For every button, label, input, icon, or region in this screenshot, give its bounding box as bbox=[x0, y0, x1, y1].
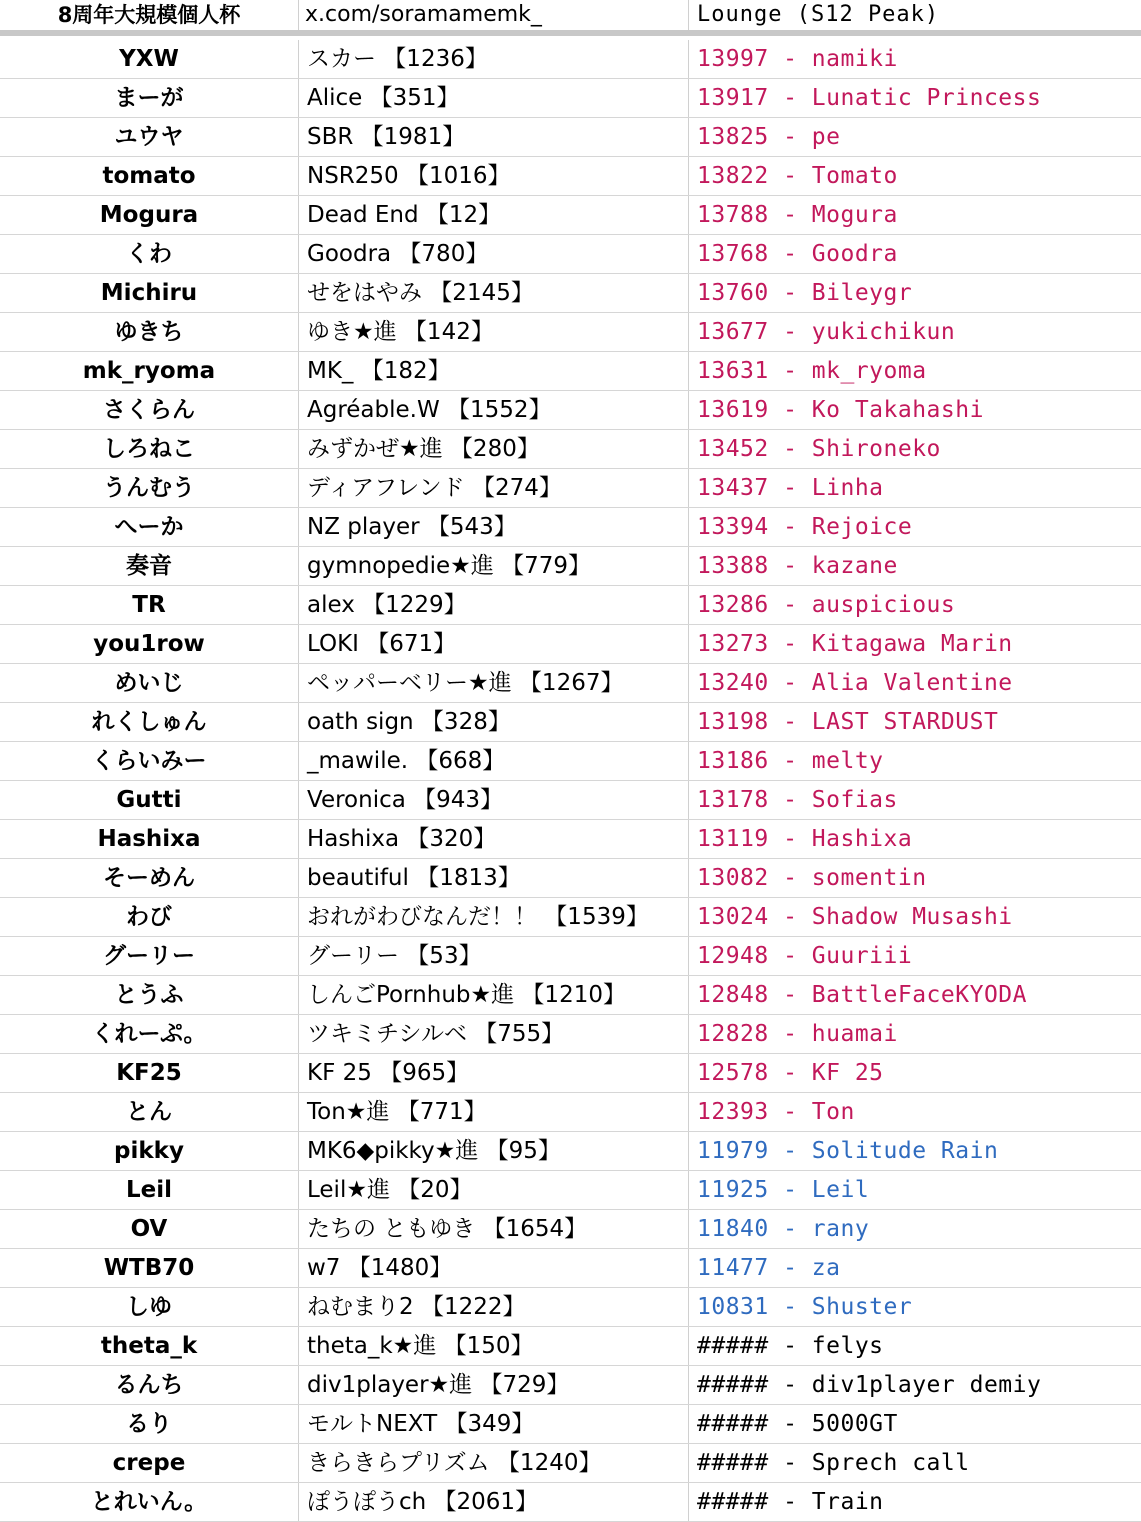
player-tag-cell: スカー 【1236】 bbox=[299, 40, 689, 78]
player-name-cell: しゆ bbox=[0, 1288, 299, 1326]
table-row bbox=[0, 157, 1141, 196]
player-name-cell: わび bbox=[0, 898, 299, 936]
player-tag-cell: NZ player 【543】 bbox=[299, 508, 689, 546]
table-row bbox=[0, 313, 1141, 352]
player-name-cell: YXW bbox=[0, 40, 299, 78]
player-name-cell: you1row bbox=[0, 625, 299, 663]
player-tag-cell: MK6◆pikky★進 【95】 bbox=[299, 1132, 689, 1170]
player-name-cell: Hashixa bbox=[0, 820, 299, 858]
player-tag-cell: せをはやみ 【2145】 bbox=[299, 274, 689, 312]
lounge-rating-cell: 13186 - melty bbox=[697, 748, 884, 774]
player-tag-cell: おれがわびなんだ！！ 【1539】 bbox=[299, 898, 689, 936]
player-name-cell: WTB70 bbox=[0, 1249, 299, 1287]
lounge-rating-cell: ##### - Sprech call bbox=[697, 1450, 970, 1476]
table-row bbox=[0, 586, 1141, 625]
lounge-rating-cell: 12393 - Ton bbox=[697, 1099, 855, 1125]
player-name-cell: しろねこ bbox=[0, 430, 299, 468]
lounge-rating-cell: 13917 - Lunatic Princess bbox=[697, 85, 1042, 111]
player-name-cell: へーか bbox=[0, 508, 299, 546]
table-row bbox=[0, 430, 1141, 469]
table-row bbox=[0, 391, 1141, 430]
table-row bbox=[0, 1405, 1141, 1444]
table-row bbox=[0, 1093, 1141, 1132]
player-name-cell: さくらん bbox=[0, 391, 299, 429]
table-row bbox=[0, 1444, 1141, 1483]
lounge-rating-cell: ##### - Train bbox=[697, 1489, 884, 1515]
lounge-rating-cell: 13240 - Alia Valentine bbox=[697, 670, 1013, 696]
player-tag-cell: モルトNEXT 【349】 bbox=[299, 1405, 689, 1443]
player-tag-cell: LOKI 【671】 bbox=[299, 625, 689, 663]
lounge-rating-cell: 11979 - Solitude Rain bbox=[697, 1138, 999, 1164]
lounge-rating-cell: 13788 - Mogura bbox=[697, 202, 898, 228]
table-row bbox=[0, 1327, 1141, 1366]
table-body bbox=[0, 40, 1141, 1522]
player-name-cell: グーリー bbox=[0, 937, 299, 975]
lounge-rating-cell: 13394 - Rejoice bbox=[697, 514, 913, 540]
player-name-cell: とうふ bbox=[0, 976, 299, 1014]
player-name-cell: TR bbox=[0, 586, 299, 624]
table-row bbox=[0, 742, 1141, 781]
player-name-cell: OV bbox=[0, 1210, 299, 1248]
table-row bbox=[0, 547, 1141, 586]
player-tag-cell: Ton★進 【771】 bbox=[299, 1093, 689, 1131]
player-name-cell: pikky bbox=[0, 1132, 299, 1170]
player-tag-cell: みずかぜ★進 【280】 bbox=[299, 430, 689, 468]
player-tag-cell: NSR250 【1016】 bbox=[299, 157, 689, 195]
player-name-cell: crepe bbox=[0, 1444, 299, 1482]
table-row bbox=[0, 898, 1141, 937]
lounge-rating-cell: 13273 - Kitagawa Marin bbox=[697, 631, 1013, 657]
lounge-rating-cell: 13024 - Shadow Musashi bbox=[697, 904, 1013, 930]
lounge-rating-cell: 11925 - Leil bbox=[697, 1177, 870, 1203]
lounge-rating-cell: 13119 - Hashixa bbox=[697, 826, 913, 852]
table-row bbox=[0, 469, 1141, 508]
player-name-cell: ゆきち bbox=[0, 313, 299, 351]
player-name-cell: 奏音 bbox=[0, 547, 299, 585]
player-tag-cell: theta_k★進 【150】 bbox=[299, 1327, 689, 1365]
player-tag-cell: Veronica 【943】 bbox=[299, 781, 689, 819]
player-tag-cell: oath sign 【328】 bbox=[299, 703, 689, 741]
player-name-cell: Leil bbox=[0, 1171, 299, 1209]
player-tag-cell: ぽうぽうch 【2061】 bbox=[299, 1483, 689, 1521]
table-row bbox=[0, 274, 1141, 313]
lounge-rating-cell: 13619 - Ko Takahashi bbox=[697, 397, 984, 423]
lounge-rating-cell: 13822 - Tomato bbox=[697, 163, 898, 189]
table-row bbox=[0, 781, 1141, 820]
table-row bbox=[0, 1483, 1141, 1522]
lounge-rating-cell: 13768 - Goodra bbox=[697, 241, 898, 267]
table-row bbox=[0, 79, 1141, 118]
player-name-cell: theta_k bbox=[0, 1327, 299, 1365]
player-name-cell: Michiru bbox=[0, 274, 299, 312]
table-row bbox=[0, 1171, 1141, 1210]
lounge-rating-cell: 13286 - auspicious bbox=[697, 592, 956, 618]
lounge-rating-cell: ##### - felys bbox=[697, 1333, 884, 1359]
table-row bbox=[0, 1132, 1141, 1171]
player-name-cell: るり bbox=[0, 1405, 299, 1443]
table-row bbox=[0, 625, 1141, 664]
player-name-cell: KF25 bbox=[0, 1054, 299, 1092]
player-tag-cell: Alice 【351】 bbox=[299, 79, 689, 117]
lounge-rating-cell: 13178 - Sofias bbox=[697, 787, 898, 813]
player-name-cell: Mogura bbox=[0, 196, 299, 234]
table-row bbox=[0, 508, 1141, 547]
player-tag-cell: ツキミチシルベ 【755】 bbox=[299, 1015, 689, 1053]
lounge-rating-cell: 12948 - Guuriii bbox=[697, 943, 913, 969]
lounge-rating-cell: 13388 - kazane bbox=[697, 553, 898, 579]
player-tag-cell: たちの ともゆき 【1654】 bbox=[299, 1210, 689, 1248]
table-row bbox=[0, 40, 1141, 79]
lounge-rating-cell: 13082 - somentin bbox=[697, 865, 927, 891]
table-row bbox=[0, 937, 1141, 976]
table-row bbox=[0, 1249, 1141, 1288]
player-tag-cell: きらきらプリズム 【1240】 bbox=[299, 1444, 689, 1482]
player-name-cell: mk_ryoma bbox=[0, 352, 299, 390]
player-tag-cell: ディアフレンド 【274】 bbox=[299, 469, 689, 507]
table-row bbox=[0, 1288, 1141, 1327]
player-tag-cell: _mawile. 【668】 bbox=[299, 742, 689, 780]
header-row bbox=[0, 0, 1141, 36]
player-tag-cell: ねむまり2 【1222】 bbox=[299, 1288, 689, 1326]
player-tag-cell: ペッパーベリー★進 【1267】 bbox=[299, 664, 689, 702]
player-name-cell: そーめん bbox=[0, 859, 299, 897]
player-tag-cell: Agréable.W 【1552】 bbox=[299, 391, 689, 429]
table-row bbox=[0, 1054, 1141, 1093]
lounge-rating-cell: 12828 - huamai bbox=[697, 1021, 898, 1047]
player-name-cell: めいじ bbox=[0, 664, 299, 702]
player-tag-cell: Dead End 【12】 bbox=[299, 196, 689, 234]
player-name-cell: れくしゅん bbox=[0, 703, 299, 741]
player-name-cell: ユウヤ bbox=[0, 118, 299, 156]
table-row bbox=[0, 235, 1141, 274]
lounge-rating-cell: 12578 - KF 25 bbox=[697, 1060, 884, 1086]
player-tag-cell: gymnopedie★進 【779】 bbox=[299, 547, 689, 585]
lounge-rating-cell: 13452 - Shironeko bbox=[697, 436, 941, 462]
player-name-cell: とん bbox=[0, 1093, 299, 1131]
table-row bbox=[0, 703, 1141, 742]
table-row bbox=[0, 976, 1141, 1015]
player-name-cell: くわ bbox=[0, 235, 299, 273]
lounge-rating-cell: 13198 - LAST STARDUST bbox=[697, 709, 999, 735]
player-name-cell: まーが bbox=[0, 79, 299, 117]
lounge-rating-cell: ##### - div1player demiy bbox=[697, 1372, 1042, 1398]
table-row bbox=[0, 820, 1141, 859]
table-row bbox=[0, 352, 1141, 391]
table-row bbox=[0, 664, 1141, 703]
player-tag-cell: Goodra 【780】 bbox=[299, 235, 689, 273]
player-tag-cell: SBR 【1981】 bbox=[299, 118, 689, 156]
player-tag-cell: beautiful 【1813】 bbox=[299, 859, 689, 897]
table-row bbox=[0, 859, 1141, 898]
lounge-rating-cell: ##### - 5000GT bbox=[697, 1411, 898, 1437]
player-tag-cell: w7 【1480】 bbox=[299, 1249, 689, 1287]
player-tag-cell: KF 25 【965】 bbox=[299, 1054, 689, 1092]
player-name-cell: るんち bbox=[0, 1366, 299, 1404]
player-tag-cell: グーリー 【53】 bbox=[299, 937, 689, 975]
player-name-cell: tomato bbox=[0, 157, 299, 195]
lounge-rating-cell: 13825 - pe bbox=[697, 124, 841, 150]
table-row bbox=[0, 1366, 1141, 1405]
player-name-cell: Gutti bbox=[0, 781, 299, 819]
player-tag-cell: MK_ 【182】 bbox=[299, 352, 689, 390]
header-title: 8周年大規模個人杯 bbox=[0, 0, 299, 30]
table-row bbox=[0, 1015, 1141, 1054]
lounge-rating-cell: 13631 - mk_ryoma bbox=[697, 358, 927, 384]
table-row bbox=[0, 196, 1141, 235]
player-tag-cell: しんごPornhub★進 【1210】 bbox=[299, 976, 689, 1014]
player-tag-cell: div1player★進 【729】 bbox=[299, 1366, 689, 1404]
lounge-rating-cell: 12848 - BattleFaceKYODA bbox=[697, 982, 1027, 1008]
player-name-cell: うんむう bbox=[0, 469, 299, 507]
lounge-rating-cell: 13997 - namiki bbox=[697, 46, 898, 72]
player-tag-cell: ゆき★進 【142】 bbox=[299, 313, 689, 351]
table-row bbox=[0, 1210, 1141, 1249]
player-tag-cell: Hashixa 【320】 bbox=[299, 820, 689, 858]
lounge-rating-cell: 11840 - rany bbox=[697, 1216, 870, 1242]
lounge-rating-cell: 13677 - yukichikun bbox=[697, 319, 956, 345]
player-name-cell: くらいみー bbox=[0, 742, 299, 780]
header-url: x.com/soramamemk_ bbox=[299, 0, 689, 30]
player-tag-cell: Leil★進 【20】 bbox=[299, 1171, 689, 1209]
header-lounge: Lounge (S12 Peak) bbox=[697, 2, 940, 27]
lounge-rating-cell: 10831 - Shuster bbox=[697, 1294, 913, 1320]
table-row bbox=[0, 118, 1141, 157]
lounge-rating-cell: 11477 - za bbox=[697, 1255, 841, 1281]
player-name-cell: くれーぷ。 bbox=[0, 1015, 299, 1053]
lounge-rating-cell: 13437 - Linha bbox=[697, 475, 884, 501]
player-tag-cell: alex 【1229】 bbox=[299, 586, 689, 624]
player-name-cell: とれいん。 bbox=[0, 1483, 299, 1521]
lounge-rating-cell: 13760 - Bileygr bbox=[697, 280, 913, 306]
